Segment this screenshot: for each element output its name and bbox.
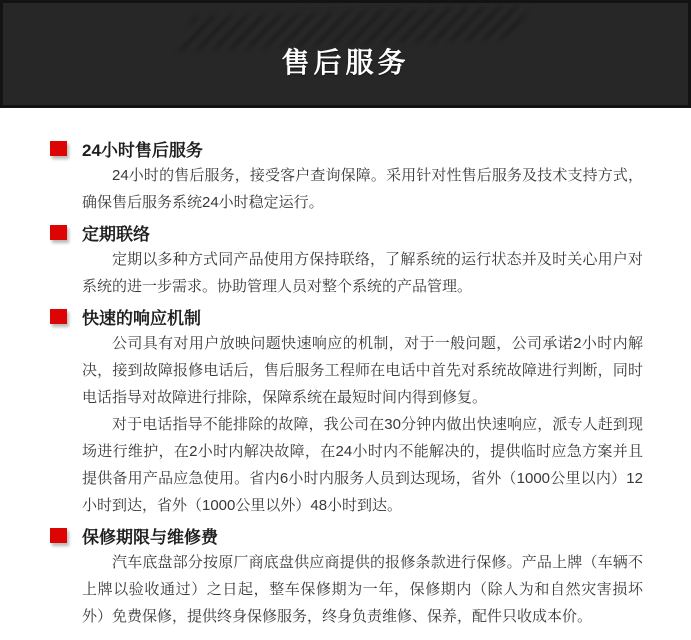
section-paragraphs — [50, 246, 643, 300]
service-section — [50, 521, 643, 630]
section-paragraph: 定期以多种方式同产品使用方保持联络，了解系统的运行状态并及时关心用户对系统的进一步需求。协助管理人员对整个系统的产品管理。 — [82, 251, 643, 295]
section-paragraphs — [50, 162, 643, 216]
section-header-banner — [0, 0, 691, 108]
section-heading-row — [50, 218, 643, 246]
service-section — [50, 134, 643, 216]
section-paragraphs — [50, 330, 643, 519]
service-sections — [0, 108, 691, 630]
page-title: 售后服务 — [281, 47, 410, 78]
section-paragraph: 对于电话指导不能排除的故障，我公司在30分钟内做出快速响应，派专人赶到现场进行维护，在2小时内解决故障，在24小时内不能解决的，提供临时应急方案并且提供备用产品应急使用。省内6小时内服务人员到达现场，省外（1000公里以内）12小时到达，省外（1000公里以外）48小时到达。 — [82, 416, 643, 514]
section-title: 快速的响应机制 — [82, 308, 201, 328]
service-section — [50, 218, 643, 300]
section-title: 保修期限与维修费 — [82, 527, 218, 547]
section-heading-row — [50, 134, 643, 162]
section-heading-row — [50, 302, 643, 330]
red-square-bullet-icon — [50, 309, 67, 324]
service-section — [50, 302, 643, 519]
section-paragraph: 汽车底盘部分按原厂商底盘供应商提供的报修条款进行保修。产品上牌（车辆不上牌以验收通过）之日起，整车保修期为一年，保修期内（除人为和自然灾害损坏外）免费保修，提供终身保修服务，终身负责维修、保养，配件只收成本价。 — [82, 554, 643, 625]
red-square-bullet-icon — [50, 225, 67, 240]
section-paragraphs — [50, 549, 643, 630]
section-paragraph: 24小时的售后服务，接受客户查询保障。采用针对性售后服务及技术支持方式，确保售后服务系统24小时稳定运行。 — [82, 167, 643, 211]
red-square-bullet-icon — [50, 141, 67, 156]
section-title: 定期联络 — [82, 224, 150, 244]
section-title: 24小时售后服务 — [82, 140, 203, 160]
section-paragraph: 公司具有对用户放映问题快速响应的机制，对于一般问题，公司承诺2小时内解决，接到故障报修电话后，售后服务工程师在电话中首先对系统故障进行判断，同时电话指导对故障进行排除，保障系统在最短时间内得到修复。 — [82, 335, 643, 406]
red-square-bullet-icon — [50, 528, 67, 543]
section-heading-row — [50, 521, 643, 549]
